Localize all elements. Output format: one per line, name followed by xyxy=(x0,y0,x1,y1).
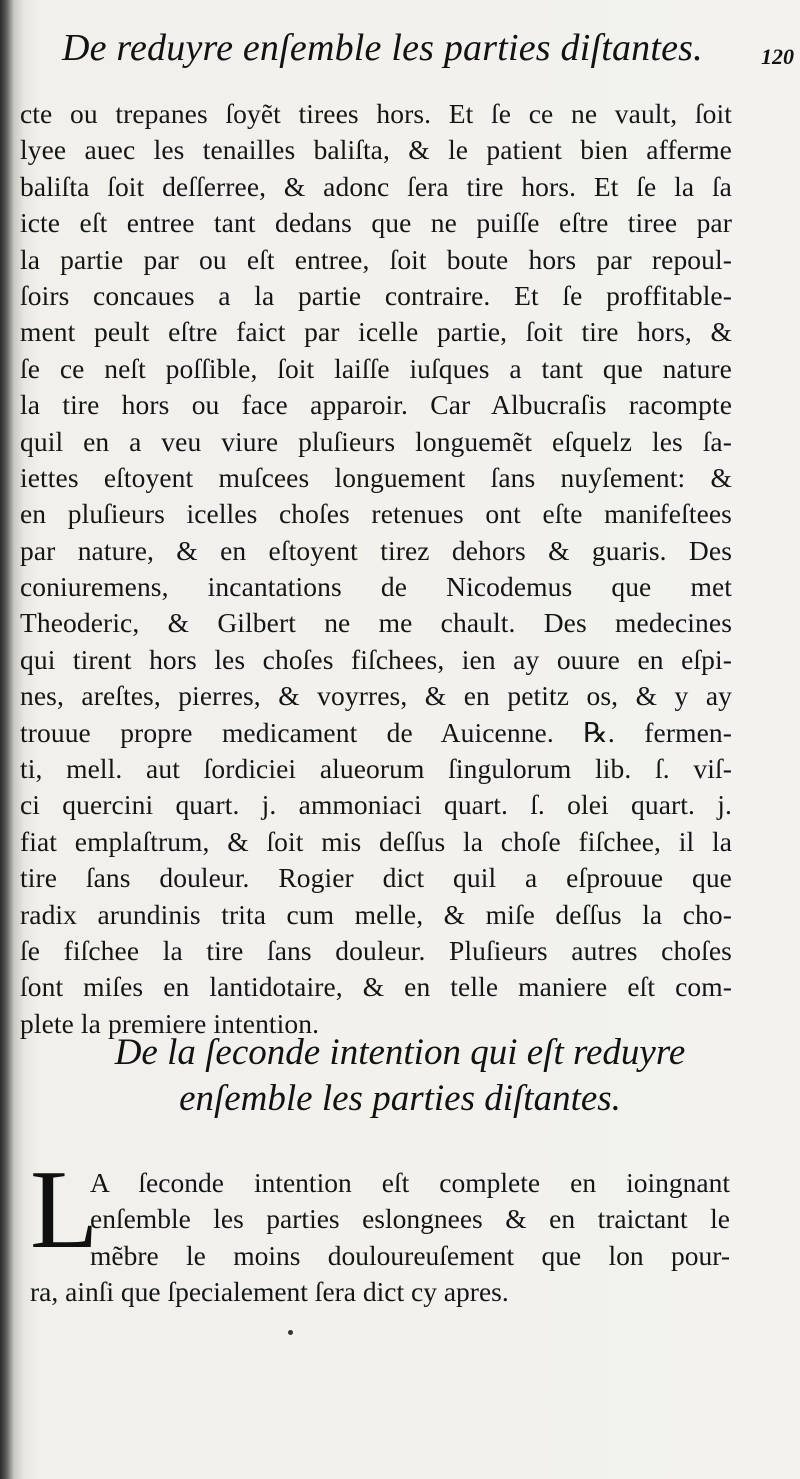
text-line: ci quercini quart. j. ammoniaci quart. ſ. olei quart. j. xyxy=(20,789,732,821)
text-line: ſoirs concaues a la partie contraire. Et ſe proffitable- xyxy=(20,279,732,311)
paragraph-1 xyxy=(20,96,732,1042)
text-line: A ſeconde intention eſt complete en ioingnant xyxy=(90,1167,730,1198)
text-line: plete la premiere intention. xyxy=(20,1007,320,1039)
ink-speck xyxy=(288,1330,293,1335)
text-line: la tire hors ou face apparoir. Car Albucraſis racompte xyxy=(20,389,732,421)
text-line: ſont miſes en lantidotaire, & en telle maniere eſt com- xyxy=(20,971,732,1003)
text-line: lyee auec les tenailles baliſta, & le patient bien afferme xyxy=(20,134,732,166)
text-line: tire ſans douleur. Rogier dict quil a eſprouue que xyxy=(20,862,732,894)
text-line: qui tirent hors les choſes fiſchees, ien ay ouure en eſpi- xyxy=(20,643,732,675)
text-line: fiat emplaſtrum, & ſoit mis deſſus la choſe fiſchee, il la xyxy=(20,825,732,857)
text-line: en pluſieurs icelles choſes retenues ont eſte manifeſtees xyxy=(20,498,732,530)
text-line: ra, ainſi que ſpecialement ſera dict cy apres. xyxy=(30,1276,509,1308)
running-title: De reduyre enſemble les parties diſtantes. xyxy=(62,27,703,69)
text-line: Theoderic, & Gilbert ne me chault. Des medecines xyxy=(20,607,732,639)
text-line: coniuremens, incantations de Nicodemus que met xyxy=(20,571,732,603)
text-line: ſe fiſchee la tire ſans douleur. Pluſieurs autres choſes xyxy=(20,934,732,966)
text-line: radix arundinis trita cum melle, & miſe deſſus la cho- xyxy=(20,898,732,930)
drop-cap-initial: L xyxy=(30,1148,99,1272)
text-line: ment peult eſtre faict par icelle partie, ſoit tire hors, & xyxy=(20,316,732,348)
text-line: par nature, & en eſtoyent tirez dehors & guaris. Des xyxy=(20,534,732,566)
folio-number: 120 xyxy=(761,44,794,69)
text-line: enſemble les parties eslongnees & en traictant le xyxy=(90,1203,730,1235)
text-line: cte ou trepanes ſoyẽt tirees hors. Et ſe ce ne vault, ſoit xyxy=(20,98,732,129)
text-line: mẽbre le moins douloureuſement que lon pour- xyxy=(90,1239,730,1271)
text-line: ti, mell. aut ſordiciei alueorum ſingulorum lib. ſ. viſ- xyxy=(20,753,732,785)
text-line: baliſta ſoit deſſerree, & adonc ſera tire hors. Et ſe la ſa xyxy=(20,170,732,202)
section-heading xyxy=(60,1030,740,1122)
text-line: icte eſt entree tant dedans que ne puiſſe eſtre tiree par xyxy=(20,207,732,239)
text-line: nes, areſtes, pierres, & voyrres, & en petitz os, & y ay xyxy=(20,680,732,712)
section-heading-line: De la ſeconde intention qui eſt reduyre xyxy=(114,1032,686,1073)
text-line: la partie par ou eſt entree, ſoit boute hors par repoul- xyxy=(20,243,732,275)
paragraph-2 xyxy=(30,1165,730,1311)
text-line: quil en a veu viure pluſieurs longuemẽt eſquelz les ſa- xyxy=(20,425,732,457)
text-line: trouue propre medicament de Auicenne. ℞. fermen- xyxy=(20,716,732,748)
section-heading-line: enſemble les parties diſtantes. xyxy=(179,1078,621,1119)
text-line: iettes eſtoyent muſcees longuement ſans nuyſement: & xyxy=(20,461,732,493)
text-line: ſe ce neſt poſſible, ſoit laiſſe iuſques a tant que nature xyxy=(20,352,732,384)
